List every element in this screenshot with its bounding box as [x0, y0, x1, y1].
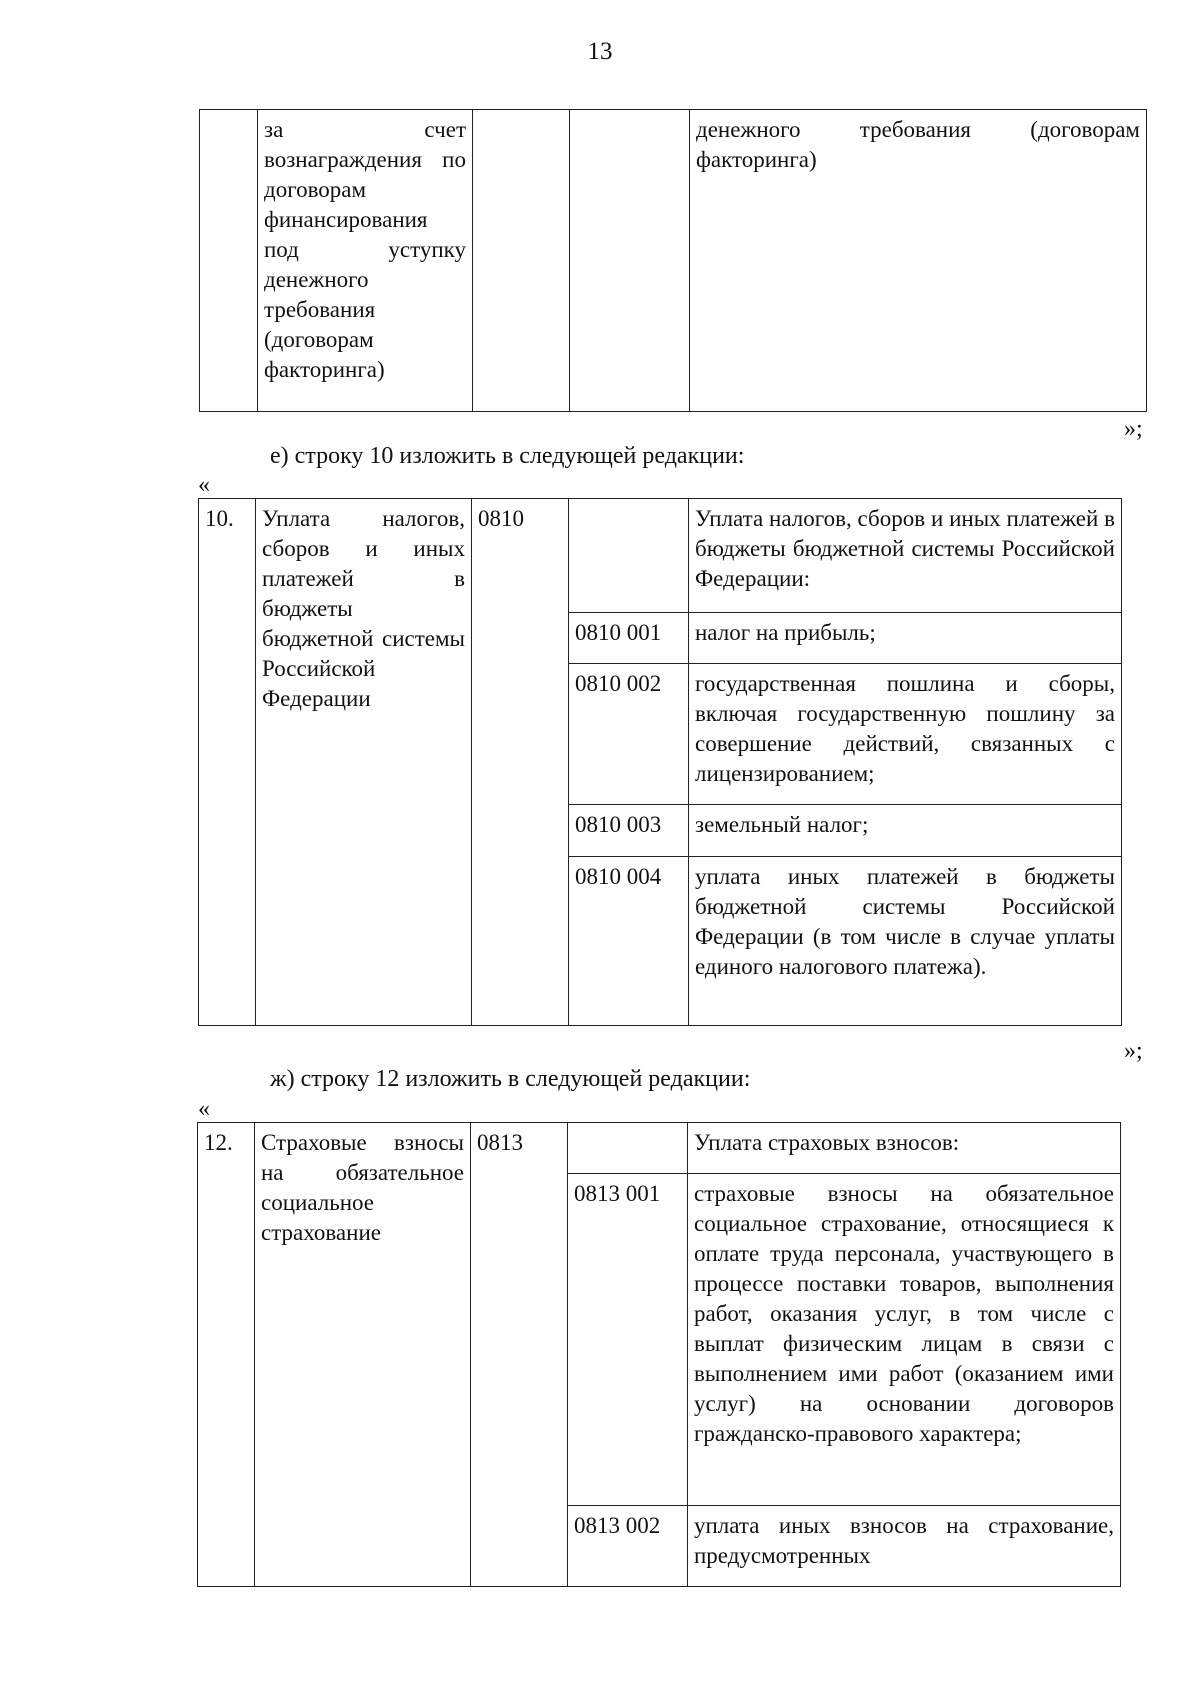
- table-cell-subcode: 0813 001: [568, 1174, 688, 1506]
- table-cell-description: земельный налог;: [689, 805, 1122, 857]
- table-cell-subcode: 0810 001: [569, 613, 689, 664]
- instruction-zh: ж) строку 12 изложить в следующей редакции:: [270, 1066, 751, 1092]
- table-cell-subcode: 0810 002: [569, 664, 689, 805]
- table-cell-code: 0813: [471, 1123, 568, 1587]
- table-cell-number: 10.: [199, 499, 256, 1026]
- table-cell-description: налог на прибыль;: [689, 613, 1122, 664]
- table-cell-number: 12.: [198, 1123, 255, 1587]
- table-cell-description: уплата иных взносов на страхование, предусмотренных: [688, 1506, 1121, 1587]
- table-cell-number: [200, 110, 258, 412]
- closing-quote: »;: [1124, 416, 1143, 442]
- table-cell-subcode: 0813 002: [568, 1506, 688, 1587]
- table-cell-description: Уплата страховых взносов:: [688, 1123, 1121, 1174]
- instruction-e: е) строку 10 изложить в следующей редакции:: [270, 443, 745, 469]
- opening-quote: «: [198, 1096, 210, 1122]
- table-row: [198, 1123, 1121, 1174]
- table-cell-subcode: [568, 1123, 688, 1174]
- table-cell-subcode: 0810 003: [569, 805, 689, 857]
- closing-quote: »;: [1124, 1038, 1143, 1064]
- table-cell-name: Страховые взносы на обязательное социальное страхование: [255, 1123, 471, 1587]
- table-cell-name: Уплата налогов, сборов и иных платежей в бюджеты бюджетной системы Российской Федерации: [256, 499, 472, 1026]
- table-cell-description: страховые взносы на обязательное социальное страхование, относящиеся к оплате труда персонала, участвующего в процессе поставки товаров, выполнения работ, оказания услуг, в том числе с выплат физическим лицам в связи с выполнением ими работ (оказанием ими услуг) на основании договоров гражданско-правового характера;: [688, 1174, 1121, 1506]
- table-cell-code: [473, 110, 570, 412]
- table-cell-description: государственная пошлина и сборы, включая государственную пошлину за совершение действий, связанных с лицензированием;: [689, 664, 1122, 805]
- table-cell-description: Уплата налогов, сборов и иных платежей в бюджеты бюджетной системы Российской Федерации:: [689, 499, 1122, 613]
- continuation-table: [199, 109, 1147, 412]
- table-row: [199, 499, 1122, 613]
- row-10-table: [198, 498, 1122, 1026]
- page-number: 13: [587, 38, 613, 65]
- row-12-table: [197, 1122, 1121, 1587]
- table-cell-code: 0810: [472, 499, 569, 1026]
- table-row: [200, 110, 1147, 412]
- table-cell-name: за счет вознаграждения по договорам финансирования под уступку денежного требования (договорам факторинга): [258, 110, 473, 412]
- table-cell-description: уплата иных платежей в бюджеты бюджетной системы Российской Федерации (в том числе в случае уплаты единого налогового платежа).: [689, 857, 1122, 1026]
- table-cell-subcode: [570, 110, 690, 412]
- table-cell-description: денежного требования (договорам факторинга): [690, 110, 1147, 412]
- table-cell-subcode: [569, 499, 689, 613]
- table-cell-subcode: 0810 004: [569, 857, 689, 1026]
- opening-quote: «: [198, 472, 210, 498]
